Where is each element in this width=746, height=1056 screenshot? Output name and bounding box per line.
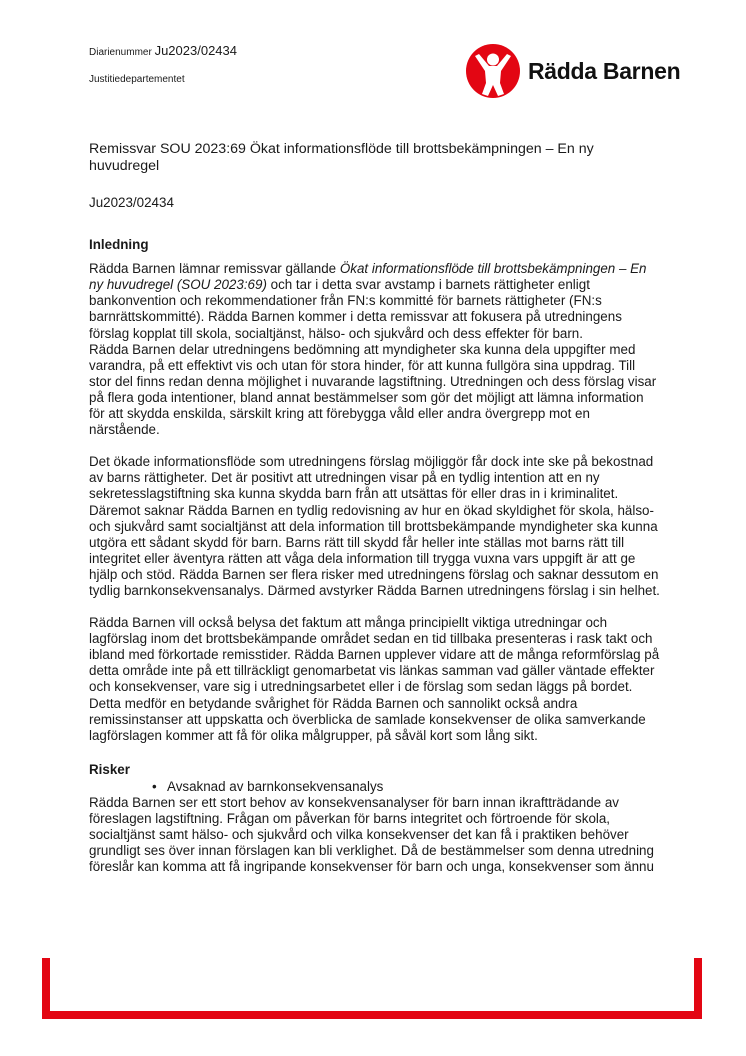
intro-p1-text-end: och tar i detta svar avstamp i barnets rättigheter enligt bankonvention och rekommendationer från FN:s kommitté för barnets rättigheter (FN:s barnrättskommitté). Rädda Barnen kommer i detta remissvar att fokusera på utredningens förslag kopplat till skola, socialtjänst, hälso- och sjukvård och dess effekter för barn. <box>89 277 622 341</box>
intro-paragraph-2: Rädda Barnen delar utredningens bedömning att myndigheter ska kunna dela uppgifter med varandra, på ett effektivt vis och utan för stora hinder, för att kunna fullgöra sina uppdrag. Till stor del finns redan denna möjlighet i nuvarande lagstiftning. Utredningen och dess förslag visar på flera goda intentioner, bland annat bestämmelser som gör det möjligt att lämna information för att skydda enskilda, särskilt kring att förebygga våld eller andra övergrepp mot en närstående. <box>89 341 657 438</box>
section-heading-risks: Risker <box>89 761 130 777</box>
intro-paragraph-4: Rädda Barnen vill också belysa det faktum att många principiellt viktiga utredningar och lagförslag inom det brottsbekämpande området sedan en tid tillbaka presenteras i rask takt och ibland med förkortade remisstider. Rädda Barnen upplever vidare att de många reformförslag på detta område inte på ett tillräckligt genomarbetat vis länkas samman vad gäller väntade effekter och konsekvenser, vare sig i utredningsarbetet eller i de förslag som sedan läggs på bordet. Detta medför en betydande svårighet för Rädda Barnen och sannolikt också andra remissinstanser att uppskatta och överblicka de samlade konsekvenser de olika samverkande lagförslagen kommer att få för olika målgrupper, på såväl kort som lång sikt. <box>89 615 660 743</box>
header-meta <box>89 44 237 85</box>
intro-p1-italic-title: Ökat informationsflöde till brottsbekämpningen – En ny huvudregel (SOU 2023:69) <box>89 261 647 293</box>
document-title: Remissvar SOU 2023:69 Ökat informationsflöde till brottsbekämpningen – En ny huvudregel <box>89 141 594 174</box>
section-heading-intro: Inledning <box>89 237 149 253</box>
intro-paragraph-1 <box>89 261 661 341</box>
risks-paragraph-1: Rädda Barnen ser ett stort behov av konsekvensanalyser för barn innan ikraftträdande av föreslagen lagstiftning. Frågan om påverkan för barns integritet och förtroende för skola, socialtjänst samt hälso- och sjukvård och vilka konsekvenser det kan få i praktiken behöver grundligt ses över innan förslagen kan bli verklighet. Då de bestämmelser som denna utredning föreslår kan komma att få ingripande konsekvenser för barn och unga, konsekvenser som ännu <box>89 795 654 875</box>
page-footer-frame <box>42 958 702 1019</box>
diarienummer <box>89 44 237 60</box>
document-body <box>89 141 661 875</box>
risk-bullet-list <box>89 779 661 795</box>
risk-bullet-item: • Avsaknad av barnkonsekvensanalys <box>167 779 661 795</box>
intro-paragraph-3: Det ökade informationsflöde som utredningens förslag möjliggör får dock inte ske på bekostnad av barns rättigheter. Det är positivt att utredningen visar på en tydlig intention att en ny sekretesslagstiftning ska kunna skydda barn från att utsättas för eller dras in i kriminalitet. Däremot saknar Rädda Barnen en tydlig redovisning av hur en ökad skyldighet för skola, hälso- och sjukvård samt socialtjänst att dela information till brottsbekämpande myndigheter ska kunna utgöra ett sådant skydd för barn. Barns rätt till skydd får heller inte ställas mot barns rätt till integritet eller äventyra rätten att våga dela information till trygga vuxna vars uppgift är att ge hjälp och stöd. Rädda Barnen ser flera risker med utredningens förslag och saknar dessutom en tydlig barnkonsekvensanalys. Därmed avstyrker Rädda Barnen utredningens förslag i sin helhet. <box>89 454 660 598</box>
diarienummer-label: Diarienummer <box>89 47 152 58</box>
department: Justitiedepartementet <box>89 74 185 85</box>
document-number: Ju2023/02434 <box>89 195 174 210</box>
child-figure-icon <box>466 44 520 98</box>
brand-logo <box>466 44 680 98</box>
logo-wordmark: Rädda Barnen <box>528 57 681 84</box>
intro-p1-text-start: Rädda Barnen lämnar remissvar gällande <box>89 261 340 277</box>
diarienummer-value: Ju2023/02434 <box>154 43 237 58</box>
